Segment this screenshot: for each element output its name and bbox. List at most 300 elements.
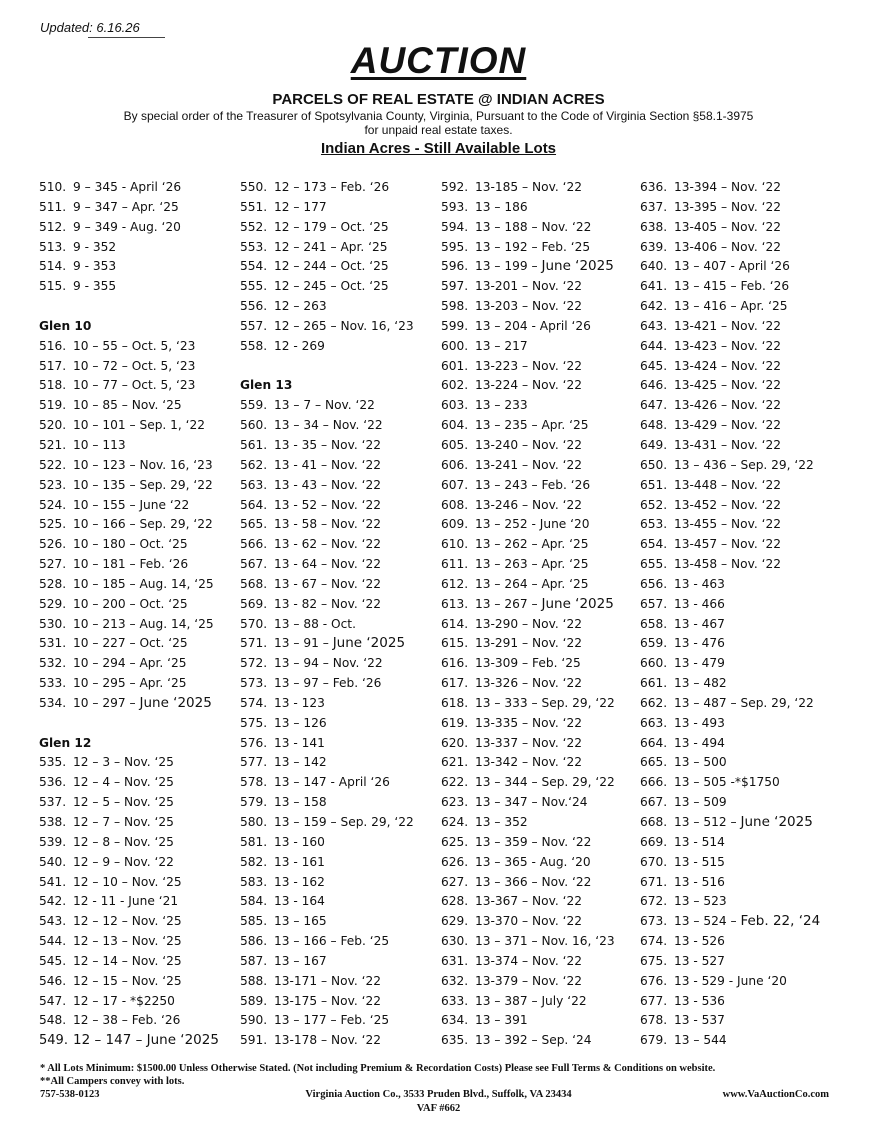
lot-number: 679. [640, 1033, 668, 1048]
lot-row [640, 297, 820, 317]
lot-number: 623. [441, 795, 469, 810]
lot-row [39, 615, 219, 635]
lot-date-highlight: June ‘2025 [332, 635, 406, 652]
lot-number: 558. [240, 338, 268, 353]
lot-row [441, 932, 615, 952]
lot-parcel: 13 - 515 [674, 854, 725, 869]
lot-row [240, 277, 414, 297]
lot-parcel: 13-326 – Nov. ‘22 [475, 676, 582, 691]
lot-number: 572. [240, 656, 268, 671]
lot-parcel: 13-452 – Nov. ‘22 [674, 497, 781, 512]
lot-parcel: 13 - 64 – Nov. ‘22 [274, 557, 381, 572]
lot-row [640, 436, 820, 456]
special-order-line-1: By special order of the Treasurer of Spotsylvania County, Virginia, Pursuant to the Code of Virginia Section §58.1-3975 [123, 109, 754, 123]
lot-row [240, 833, 414, 853]
lot-parcel: 10 – 77 – Oct. 5, ‘23 [73, 378, 196, 393]
lot-row [240, 912, 414, 932]
lot-number: 514. [39, 259, 67, 274]
lot-number: 642. [640, 299, 668, 314]
lot-row [640, 277, 820, 297]
lot-parcel: 12 – 5 – Nov. ‘25 [73, 795, 174, 810]
lot-number: 653. [640, 517, 668, 532]
lot-parcel: 13-290 – Nov. ‘22 [475, 616, 582, 631]
lot-number: 673. [640, 914, 668, 929]
lot-parcel: 13 – 262 – Apr. ‘25 [475, 537, 589, 552]
lot-number: 562. [240, 457, 268, 472]
lot-number: 582. [240, 854, 268, 869]
lot-row [441, 218, 615, 238]
lot-row [640, 912, 820, 932]
lot-row [441, 515, 615, 535]
lot-parcel: 13-429 – Nov. ‘22 [674, 418, 781, 433]
lot-row [240, 436, 414, 456]
lot-number: 661. [640, 676, 668, 691]
lot-row [240, 773, 414, 793]
lot-row [640, 416, 820, 436]
lot-parcel: 13 – 204 - April ‘26 [475, 318, 591, 333]
lot-row [640, 992, 820, 1012]
lot-row [240, 238, 414, 258]
lot-row [640, 654, 820, 674]
lot-row [441, 813, 615, 833]
lot-number: 666. [640, 775, 668, 790]
lot-row [640, 555, 820, 575]
lot-number: 610. [441, 537, 469, 552]
lot-parcel: 10 – 72 – Oct. 5, ‘23 [73, 358, 196, 373]
lot-row [240, 416, 414, 436]
lot-parcel: 13 – 352 [475, 815, 528, 829]
lot-parcel: 13 - 526 [674, 934, 725, 949]
lot-row [441, 694, 615, 714]
lot-row [640, 515, 820, 535]
lot-parcel: 13 – 267 – [475, 596, 542, 611]
lot-number: 609. [441, 517, 469, 532]
lot-number: 556. [240, 299, 268, 314]
lot-row [640, 317, 820, 337]
lot-row [640, 535, 820, 555]
lot-number: 583. [240, 874, 268, 889]
lot-row [640, 218, 820, 238]
lot-row [240, 476, 414, 496]
lot-row [240, 178, 414, 198]
lot-parcel: 13 – 94 – Nov. ‘22 [274, 656, 383, 671]
lot-parcel: 13 – 147 - April ‘26 [274, 775, 390, 790]
lot-row [640, 337, 820, 357]
lot-parcel: 10 – 101 – Sep. 1, ‘22 [73, 418, 206, 433]
lot-parcel: 13 - 466 [674, 596, 725, 611]
lot-parcel: 13-367 – Nov. ‘22 [475, 894, 582, 909]
lot-number: 570. [240, 616, 268, 631]
special-order-text [0, 109, 877, 137]
lot-row [39, 1011, 219, 1031]
lot-parcel: 13 – 158 [274, 795, 327, 810]
lot-row [441, 277, 615, 297]
lot-row [39, 634, 219, 654]
lot-number: 663. [640, 715, 668, 730]
lot-parcel: 13-395 – Nov. ‘22 [674, 199, 781, 214]
lot-number: 638. [640, 219, 668, 234]
lot-parcel: 13 - 162 [274, 874, 325, 889]
lot-parcel: 9 - 352 [73, 239, 117, 254]
lot-parcel: 13 – 416 – Apr. ‘25 [674, 299, 788, 314]
lot-row [39, 535, 219, 555]
lot-parcel: 13 – 359 – Nov. ‘22 [475, 834, 592, 849]
lot-row [441, 238, 615, 258]
lot-row [39, 575, 219, 595]
lot-row [640, 456, 820, 476]
lot-parcel: 13-394 – Nov. ‘22 [674, 180, 781, 194]
lot-number: 534. [39, 695, 67, 710]
lot-parcel: 13 – 509 [674, 795, 727, 810]
lot-number: 628. [441, 894, 469, 909]
lot-number: 631. [441, 953, 469, 968]
lot-row [441, 317, 615, 337]
lot-row [640, 873, 820, 893]
lot-parcel: 13 - 514 [674, 834, 725, 849]
lot-parcel: 13-406 – Nov. ‘22 [674, 239, 781, 254]
lot-row [640, 714, 820, 734]
lot-number: 674. [640, 934, 668, 949]
lot-row [441, 535, 615, 555]
lot-number: 625. [441, 834, 469, 849]
lot-parcel: 13-240 – Nov. ‘22 [475, 437, 582, 452]
lots-column-2 [240, 178, 414, 1051]
lot-row [441, 853, 615, 873]
lot-row [441, 376, 615, 396]
lot-row [640, 793, 820, 813]
lot-number: 662. [640, 695, 668, 710]
lot-parcel: 13 – 366 – Nov. ‘22 [475, 874, 592, 889]
lot-number: 670. [640, 854, 668, 869]
lot-number: 563. [240, 477, 268, 492]
lot-row [441, 773, 615, 793]
lot-row [240, 992, 414, 1012]
lot-parcel: 13 – 165 [274, 914, 327, 929]
lot-parcel: 13-426 – Nov. ‘22 [674, 398, 781, 413]
lot-parcel: 13-337 – Nov. ‘22 [475, 735, 582, 750]
lot-number: 568. [240, 576, 268, 591]
lot-number: 564. [240, 497, 268, 512]
lot-parcel: 13 - 516 [674, 874, 725, 889]
lot-number: 538. [39, 815, 67, 829]
lot-parcel: 13 - 35 – Nov. ‘22 [274, 437, 381, 452]
lot-parcel: 10 – 180 – Oct. ‘25 [73, 537, 188, 552]
lot-number: 577. [240, 755, 268, 770]
lot-number: 598. [441, 299, 469, 314]
lot-number: 569. [240, 596, 268, 611]
lot-number: 513. [39, 239, 67, 254]
lot-number: 639. [640, 239, 668, 254]
lot-parcel: 13 - 467 [674, 616, 725, 631]
lot-parcel: 13-379 – Nov. ‘22 [475, 973, 582, 988]
lot-row [240, 337, 414, 357]
lot-number: 575. [240, 715, 268, 730]
lot-row [240, 634, 414, 654]
lot-row [441, 992, 615, 1012]
lot-row [39, 1031, 219, 1051]
lot-number: 515. [39, 279, 67, 294]
lot-row [39, 396, 219, 416]
lot-row [640, 634, 820, 654]
lots-column-1 [39, 178, 219, 1051]
lot-row [39, 198, 219, 218]
lot-parcel: 12 – 8 – Nov. ‘25 [73, 834, 174, 849]
lot-parcel: 10 – 297 – [73, 695, 140, 710]
lot-row [240, 396, 414, 416]
lot-row [441, 873, 615, 893]
lot-row [39, 337, 219, 357]
lot-row [240, 753, 414, 773]
lot-parcel: 10 – 213 – Aug. 14, ‘25 [73, 616, 214, 631]
lot-row [640, 257, 820, 277]
lot-number: 547. [39, 993, 67, 1008]
lot-date-highlight: June ‘2025 [541, 258, 614, 275]
lot-date-highlight: Feb. 22, ‘24 [740, 913, 821, 930]
lot-number: 615. [441, 636, 469, 651]
lot-row [640, 892, 820, 912]
lot-number: 611. [441, 557, 469, 572]
lot-row [640, 1031, 820, 1051]
lot-parcel: 13 – 391 [475, 1013, 528, 1028]
lot-number: 647. [640, 398, 668, 413]
lot-parcel: 13 – 97 – Feb. ‘26 [274, 676, 382, 691]
lot-number: 549. [39, 1033, 68, 1049]
lot-parcel: 13-309 – Feb. ‘25 [475, 656, 581, 671]
lot-row [39, 892, 219, 912]
lot-number: 664. [640, 735, 668, 750]
lot-number: 587. [240, 953, 268, 968]
footer-campers-note: **All Campers convey with lots. [40, 1076, 185, 1087]
lot-number: 658. [640, 616, 668, 631]
lot-parcel: 13-374 – Nov. ‘22 [475, 953, 582, 968]
lot-row [441, 912, 615, 932]
lot-number: 548. [39, 1013, 67, 1028]
lot-number: 552. [240, 219, 268, 234]
lot-parcel: 13 – 524 – [674, 914, 741, 929]
lot-number: 584. [240, 894, 268, 909]
lot-parcel: 10 – 155 – June ‘22 [73, 497, 190, 512]
lot-number: 643. [640, 318, 668, 333]
lot-number: 616. [441, 656, 469, 671]
lot-row [640, 595, 820, 615]
lot-number: 554. [240, 259, 268, 274]
lot-row [240, 674, 414, 694]
lot-parcel: 13 - 537 [674, 1013, 725, 1028]
lot-row [240, 456, 414, 476]
lot-parcel: 13 – 7 – Nov. ‘22 [274, 398, 375, 413]
lot-parcel: 13 – 166 – Feb. ‘25 [274, 934, 390, 949]
footer-website: www.VaAuctionCo.com [722, 1089, 829, 1100]
lot-row [240, 714, 414, 734]
lot-number: 541. [39, 874, 67, 889]
lot-parcel: 13 - 82 – Nov. ‘22 [274, 596, 381, 611]
lot-number: 613. [441, 596, 469, 611]
lot-number: 630. [441, 934, 469, 949]
lot-row [441, 753, 615, 773]
lot-row [640, 833, 820, 853]
lot-parcel: 13 - 529 - June ‘20 [674, 973, 787, 988]
lot-row [240, 952, 414, 972]
footer-minimum-note: * All Lots Minimum: $1500.00 Unless Otherwise Stated. (Not including Premium & Recordation Costs) Please see Full Terms & Conditions on website. [40, 1063, 716, 1074]
lot-parcel: 12 – 38 – Feb. ‘26 [73, 1013, 181, 1028]
lot-number: 565. [240, 517, 268, 532]
lot-parcel: 13 - 123 [274, 695, 325, 710]
lot-number: 640. [640, 259, 668, 274]
lot-parcel: 13-224 – Nov. ‘22 [475, 378, 582, 393]
lot-parcel: 10 – 227 – Oct. ‘25 [73, 636, 188, 651]
lot-row [441, 972, 615, 992]
lot-number: 614. [441, 616, 469, 631]
footer-vaf: VAF #662 [416, 1103, 461, 1114]
lot-parcel: 13-424 – Nov. ‘22 [674, 358, 781, 373]
lot-row [441, 555, 615, 575]
lot-parcel: 9 – 347 – Apr. ‘25 [73, 199, 179, 214]
lot-row [240, 297, 414, 317]
lot-row [240, 873, 414, 893]
lot-parcel: 12 – 179 – Oct. ‘25 [274, 219, 389, 234]
lot-row [39, 238, 219, 258]
lot-row [240, 694, 414, 714]
lot-parcel: 12 – 4 – Nov. ‘25 [73, 775, 174, 790]
lot-parcel: 12 – 12 – Nov. ‘25 [73, 914, 182, 929]
lot-row [640, 734, 820, 754]
lot-row [39, 654, 219, 674]
lot-parcel: 9 - 353 [73, 259, 117, 274]
lot-number: 652. [640, 497, 668, 512]
lot-row [240, 932, 414, 952]
lot-number: 606. [441, 457, 469, 472]
lot-number: 634. [441, 1013, 469, 1028]
lot-number: 612. [441, 576, 469, 591]
lot-number: 532. [39, 656, 67, 671]
lot-row [640, 753, 820, 773]
lot-parcel: 13-175 – Nov. ‘22 [274, 993, 381, 1008]
lot-row [39, 972, 219, 992]
lot-row [640, 952, 820, 972]
lot-parcel: 12 – 241 – Apr. ‘25 [274, 239, 388, 254]
lot-row [441, 952, 615, 972]
lot-row [240, 892, 414, 912]
lot-parcel: 13-370 – Nov. ‘22 [475, 914, 582, 929]
lot-number: 676. [640, 973, 668, 988]
lot-parcel: 13 – 159 – Sep. 29, ‘22 [274, 815, 414, 829]
lot-parcel: 13 – 233 [475, 398, 528, 413]
lot-parcel: 13 – 243 – Feb. ‘26 [475, 477, 591, 492]
lot-number: 667. [640, 795, 668, 810]
lot-row [441, 654, 615, 674]
lot-parcel: 13 – 88 - Oct. [274, 616, 356, 631]
lot-row [441, 337, 615, 357]
lot-row [39, 555, 219, 575]
lot-number: 525. [39, 517, 67, 532]
lot-number: 675. [640, 953, 668, 968]
lot-row [640, 694, 820, 714]
lot-row [441, 634, 615, 654]
lot-parcel: 13 - 62 – Nov. ‘22 [274, 537, 381, 552]
lot-number: 585. [240, 914, 268, 929]
lot-parcel: 13 – 387 – July ‘22 [475, 993, 587, 1008]
lot-number: 545. [39, 953, 67, 968]
lot-parcel: 13-457 – Nov. ‘22 [674, 537, 781, 552]
lot-number: 621. [441, 755, 469, 770]
lot-parcel: 13 – 177 – Feb. ‘25 [274, 1013, 390, 1028]
lot-number: 648. [640, 418, 668, 433]
lot-number: 637. [640, 199, 668, 214]
lot-parcel: 13 – 415 – Feb. ‘26 [674, 279, 790, 294]
lot-parcel: 12 – 10 – Nov. ‘25 [73, 874, 182, 889]
lot-number: 537. [39, 795, 67, 810]
lots-column-4 [640, 178, 820, 1051]
lot-parcel: 13-431 – Nov. ‘22 [674, 437, 781, 452]
lot-parcel: 13-246 – Nov. ‘22 [475, 497, 582, 512]
lot-row [240, 317, 414, 337]
lot-parcel: 13 - 160 [274, 834, 325, 849]
lot-number: 668. [640, 815, 668, 829]
lot-number: 618. [441, 695, 469, 710]
lot-number: 654. [640, 537, 668, 552]
lot-number: 589. [240, 993, 268, 1008]
lot-row [39, 456, 219, 476]
lot-number: 659. [640, 636, 668, 651]
lot-number: 523. [39, 477, 67, 492]
lot-row [39, 912, 219, 932]
lot-parcel: 13 – 347 – Nov.‘24 [475, 795, 588, 810]
lot-number: 529. [39, 596, 67, 611]
lot-row [441, 416, 615, 436]
lot-number: 571. [240, 636, 268, 651]
lot-parcel: 10 – 85 – Nov. ‘25 [73, 398, 182, 413]
lot-parcel: 13 – 217 [475, 338, 528, 353]
lot-number: 591. [240, 1033, 268, 1048]
lot-number: 521. [39, 437, 67, 452]
lot-number: 657. [640, 596, 668, 611]
lot-row [441, 674, 615, 694]
lot-number: 561. [240, 437, 268, 452]
footer-address: Virginia Auction Co., 3533 Pruden Blvd., Suffolk, VA 23434 [305, 1089, 572, 1100]
updated-date: Updated: 6.16.26 [40, 20, 140, 35]
lot-number: 595. [441, 239, 469, 254]
lot-parcel: 10 – 135 – Sep. 29, ‘22 [73, 477, 213, 492]
lot-row [39, 853, 219, 873]
lot-number: 518. [39, 378, 67, 393]
lot-parcel: 12 – 173 – Feb. ‘26 [274, 180, 390, 194]
lot-row [640, 615, 820, 635]
lot-row [39, 813, 219, 833]
lot-number: 586. [240, 934, 268, 949]
lot-row [640, 773, 820, 793]
lot-row [640, 357, 820, 377]
lot-number: 581. [240, 834, 268, 849]
lot-parcel: 13-458 – Nov. ‘22 [674, 557, 781, 572]
lot-number: 626. [441, 854, 469, 869]
lot-parcel: 13 - 527 [674, 953, 725, 968]
lot-number: 588. [240, 973, 268, 988]
lot-number: 510. [39, 180, 67, 194]
lot-row [240, 853, 414, 873]
lot-parcel: 13 – 252 - June ‘20 [475, 517, 590, 532]
lot-parcel: 13 – 500 [674, 755, 727, 770]
lot-parcel: 10 – 166 – Sep. 29, ‘22 [73, 517, 213, 532]
lot-parcel: 10 – 123 – Nov. 16, ‘23 [73, 457, 213, 472]
lot-number: 535. [39, 755, 67, 770]
lot-number: 655. [640, 557, 668, 572]
lot-parcel: 13 – 186 [475, 199, 528, 214]
lot-row [640, 198, 820, 218]
special-order-line-2: for unpaid real estate taxes. [364, 123, 513, 137]
lot-number: 559. [240, 398, 268, 413]
lot-number: 536. [39, 775, 67, 790]
lot-row [39, 436, 219, 456]
